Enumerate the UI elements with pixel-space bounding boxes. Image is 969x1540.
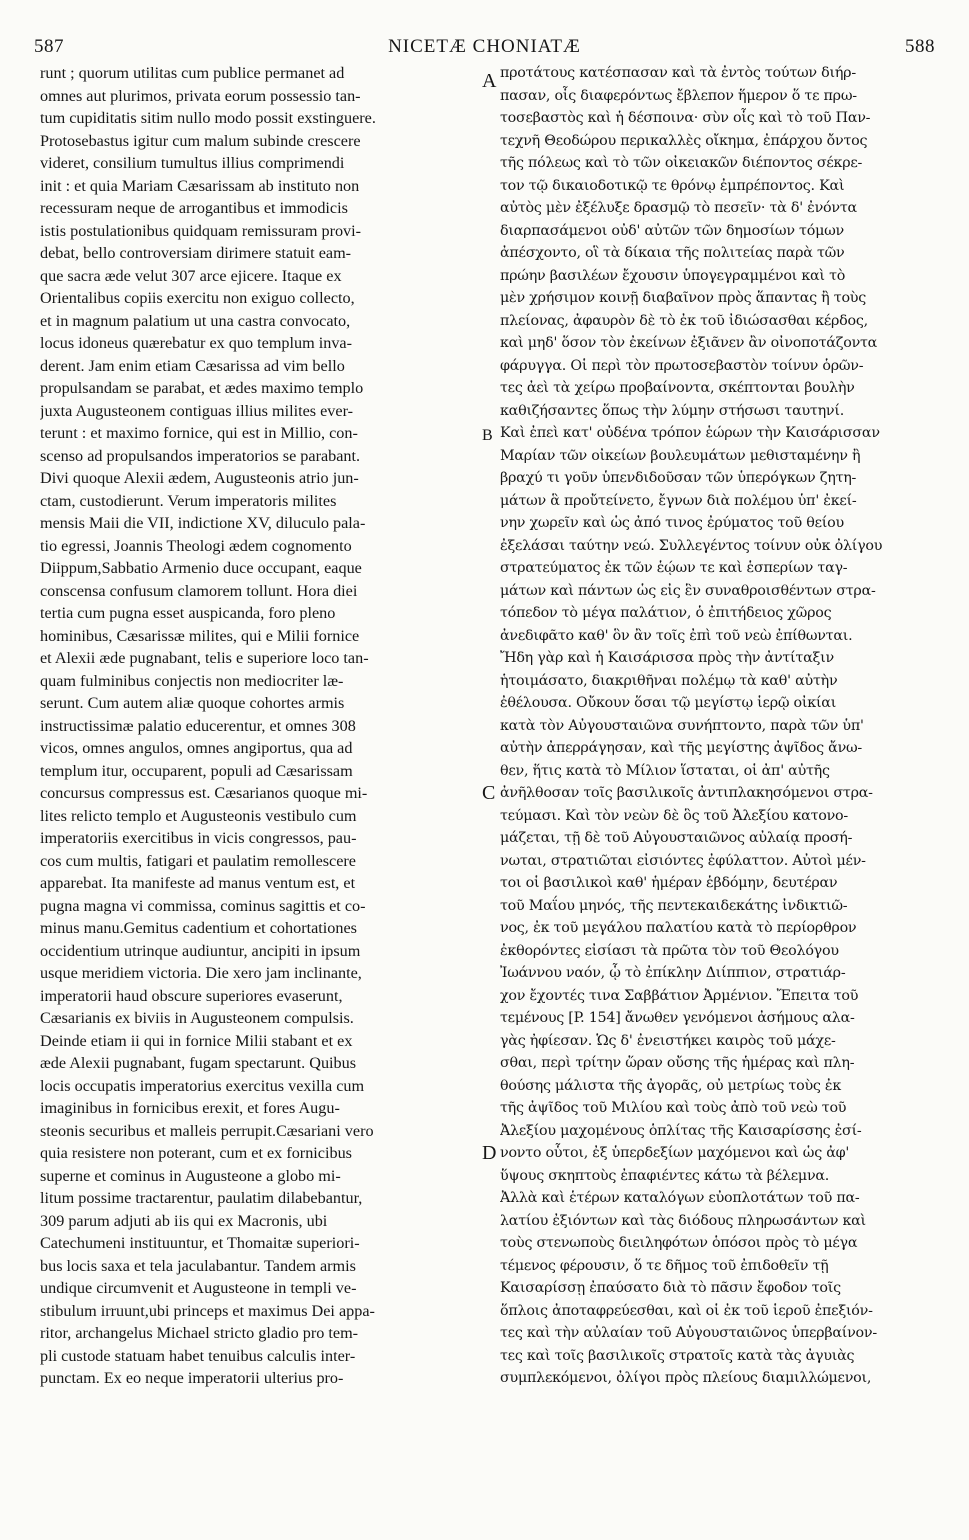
greek-text-line: ὅπλοις ἀποταφρεύεσθαι, καὶ οἱ ἐκ τοῦ ἱεροῦ ἐπεξιόν-	[500, 1302, 873, 1319]
latin-text-line: juxta Augusteonem contiguas illius milites ever-	[40, 401, 354, 420]
latin-text-line: concursus compressus est. Cæsarianos quoque mi-	[40, 784, 368, 802]
latin-text-line: ritor, archangelus Michael stricto gladio pro tem-	[40, 1324, 359, 1342]
greek-text-line: Ἀλλὰ καὶ ἑτέρων καταλόγων εὐοπλοτάτων τοῦ πα-	[500, 1190, 860, 1206]
greek-text-line: τες καὶ τὴν αὐλαίαν τοῦ Αὐγουσταιῶνος ὑπερβαίνον-	[500, 1325, 877, 1341]
latin-text-line: lites relicto templo et Augusteonis vestibulo cum	[40, 806, 357, 825]
greek-text-line: τες ἀεὶ τὰ χείρω προβαίνοντα, σκέπτονται βουλὴν	[500, 380, 855, 396]
latin-text-line: superne et cominus in Augusteone a globo mi-	[40, 1166, 341, 1185]
section-marker-c: C	[482, 782, 496, 804]
latin-text-line: undique circumvenit et Augusteone in templi ve-	[40, 1279, 357, 1297]
latin-text-line: Diippum,Sabbatio Armenio duce occupant, eaque	[40, 559, 362, 577]
latin-text-line: serunt. Cum autem aliæ quoque cohortes armis	[40, 694, 345, 712]
latin-text-line: terunt : et maximo fornice, qui est in Millio, con-	[40, 424, 358, 442]
latin-text-line: Protosebastus igitur cum malum subinde crescere	[40, 131, 361, 150]
latin-text-line: cos cum multis, fatigari et paulatim remollescere	[40, 851, 356, 870]
greek-text-line: αὐτὸς μὲν ἐξέλυξε δρασμῷ τὸ πεσεῖν· τὰ δ' ἐνόντα	[500, 200, 857, 216]
latin-text-line: Divi quoque Alexii ædem, Augusteonis atrio jun-	[40, 469, 359, 487]
latin-text-line: et in magnum palatium ut una castra convocato,	[40, 311, 351, 330]
greek-text-line: τοὺς στενωποὺς διειληφότων ὁπόσοι πρὸς τὸ μέγα	[500, 1235, 858, 1251]
latin-text-line: quam fulminibus conjectis non mediocriter læ-	[40, 671, 344, 690]
greek-text-line: πρώην βασιλέων ἔχουσιν ὑπογεγραμμένοι καὶ τὸ	[500, 267, 846, 284]
latin-text-line: Cæsarianis ex biviis in Augusteonem compulsis.	[40, 1009, 354, 1027]
greek-text-line: φάρυγγα. Οἱ περὶ τὸν πρωτοσεβαστὸν τοίνυν ὁρῶν-	[500, 357, 864, 374]
greek-text-line: τέμενος φέρουσιν, ὅ τε δῆμος τοῦ ἐπιδοθεῖν τῇ	[500, 1257, 829, 1274]
greek-text-line: τεμένους [P. 154] ἄνωθεν γενόμενοι ἀσήμους αλα-	[500, 1010, 855, 1026]
latin-text-line: 309 parum adjuti ab iis qui ex Macronis, ubi	[40, 1211, 328, 1230]
greek-text-line: συμπλεκόμενοι, ὀλίγοι πρὸς πλείους διαμιλλώμενοι,	[500, 1370, 872, 1386]
greek-text-line: βραχύ τι γοῦν ὑπενδιδοῦσαν τῶν ὑπερόγκων ζητη-	[500, 470, 857, 486]
greek-text-line: νος, ἐκ τοῦ μεγάλου παλατίου κατὰ τὸ περίορθρον	[500, 920, 857, 936]
latin-text-line: steonis securibus et malleis perrupit.Cæsariani vero	[40, 1121, 374, 1140]
greek-text-line: ἐκθορόντες εἰσίασι τὰ πρῶτα τὸν τοῦ Θεολόγου	[500, 942, 839, 959]
latin-text-line: conscensa confusum clamorem tollunt. Hora diei	[40, 581, 358, 600]
greek-text-line: καὶ μηδ' ὅσον τὸν ἐκείνων ἐξιᾶνεν ἂν οἰνοποτάζοντα	[500, 335, 878, 351]
latin-text-line: instructissimæ palatio educerentur, et omnes 308	[40, 716, 356, 735]
latin-text-line: punctam. Ex eo neque imperatorii ulterius pro-	[40, 1369, 344, 1387]
greek-text-line: τον τῷ δικαιοδοτικῷ τε θρόνῳ ἐμπρέποντος. Καὶ	[500, 177, 845, 194]
greek-text-line: θεν, ἥτις κατὰ τὸ Μίλιον ἵσταται, οἱ ἀπ' αὐτῆς	[500, 762, 830, 779]
greek-text-line: Ἤδη γὰρ καὶ ἡ Καισάρισσα πρὸς τὴν ἀντίταξιν	[500, 650, 834, 666]
greek-text-line: τῆς ἀψῖδος τοῦ Μιλίου καὶ τοὺς ἀπὸ τοῦ νεὼ τοῦ	[500, 1100, 847, 1116]
latin-text-line: videret, consilium tumultus illius comprimendi	[40, 154, 345, 172]
greek-text-line: τοσεβαστὸς καὶ ἡ δέσποινα· σὺν οἷς καὶ τὸ τοῦ Παν-	[500, 110, 871, 126]
latin-text-line: que sacra æde velut 307 arce ejicere. Itaque ex	[40, 266, 342, 285]
latin-text-line: tertia cum pugna esset auspicanda, foro pleno	[40, 604, 336, 622]
page-number-right: 588	[905, 36, 935, 57]
latin-text-line: apparebat. Ita manifeste ad manus ventum est, et	[40, 874, 356, 892]
latin-text-line: stibulum irruunt,ubi princeps et maximus Dei appa-	[40, 1301, 375, 1320]
greek-text-line: Καὶ ἐπεὶ κατ' οὐδένα τρόπον ἑώρων τὴν Καισάρισσαν	[500, 425, 880, 441]
latin-text-line: vicos, omnes angulos, omnes angiportus, qua ad	[40, 739, 353, 757]
latin-text-line: quia resistere non poterant, cum et ex fornicibus	[40, 1144, 352, 1162]
latin-text-line: imperatorii haud obscure superiores evaserunt,	[40, 986, 343, 1005]
latin-text-line: derent. Jam enim etiam Cæsarissa ad vim bello	[40, 356, 345, 375]
latin-text-line: debat, bello controversiam dirimere statuit eam-	[40, 244, 352, 262]
latin-text-line: init : et quia Mariam Cæsarissam ab instituto non	[40, 176, 360, 195]
page-number-left: 587	[34, 36, 64, 57]
latin-text-line: tio egressi, Joannis Theologi ædem cognomento	[40, 536, 352, 555]
latin-text-line: æde Alexii pugnabant, fugam spectarunt. Quibus	[40, 1054, 357, 1072]
greek-text-line: γὰς ἠφίεσαν. Ὡς δ' ἐνειστήκει καιρὸς τοῦ μάχε-	[500, 1032, 836, 1049]
greek-text-line: μάτων καὶ πάντων ὡς εἰς ἓν συναθροισθέντων στρα-	[500, 582, 876, 599]
greek-text-line: πασαν, οἷς διαφερόντως ἔβλεπον ἥμερον ὅ τε πρω-	[500, 87, 857, 104]
greek-text-line: Μαρίαν τῶν οἰκείων βουλευμάτων μεθισταμένην ἢ	[500, 447, 861, 464]
greek-text-line: προτάτους κατέσπασαν καὶ τὰ ἐντὸς τούτων διήρ-	[500, 65, 856, 81]
greek-text-line: πλείονας, ἀφαυρὸν δὲ τὸ ἐκ τοῦ ἰδιώσασθαι κέρδος,	[500, 312, 868, 329]
section-marker-a: A	[482, 70, 497, 92]
latin-text-line: recessuram neque de arrogantibus et immodicis	[40, 199, 348, 217]
greek-text-line: ἡτοιμάσατο, διακριθῆναι πολέμῳ τὰ καθ' αὐτὴν	[500, 672, 838, 689]
page-header	[34, 30, 935, 60]
section-marker-b: B	[482, 427, 493, 444]
latin-text-line: ctam, custodierunt. Verum imperatoris milites	[40, 491, 337, 510]
latin-text-line: Orientalibus copiis exercitu non exiguo collecto,	[40, 289, 355, 307]
latin-text-line: imaginibus in fornicibus erexit, et fores Augu-	[40, 1099, 340, 1117]
greek-text-line: ἀνῆλθοσαν τοῖς βασιλικοῖς ἀντιπλακησόμενοι στρα-	[500, 785, 873, 801]
latin-text-line: Catechumeni instituuntur, et Thomaitæ superiori-	[40, 1234, 360, 1252]
latin-text-line: pli custode statuam habet tenuibus calculis inter-	[40, 1346, 356, 1365]
greek-text-line: ἐθέλουσα. Οὔκουν ὅσαι τῷ μεγίστῳ ἱερῷ οἰκίαι	[500, 695, 837, 711]
latin-text-line: et Alexii æde pugnabant, telis e superiore loco tan-	[40, 649, 369, 667]
greek-text-line: τες καὶ τοῖς βασιλικοῖς στρατοῖς κατὰ τὰς ἀγυιὰς	[500, 1347, 855, 1364]
latin-text-line: runt ; quorum utilitas cum publice permanet ad	[40, 64, 345, 82]
greek-text-line: σθαι, περὶ τρίτην ὥραν οὔσης τῆς ἡμέρας καὶ πλη-	[500, 1055, 855, 1071]
greek-text-line: μάτων ἃ προὔτείνετο, ἔγνων διὰ πολέμου ὑπ' ἐκεί-	[500, 492, 857, 509]
greek-text-line: καθιζήσαντες ὅπως τὴν λύμην στήσωσι ταυτηνί.	[500, 402, 844, 419]
greek-text-line: τῆς πόλεως καὶ τὸ τῶν οἰκειακῶν διέποντος σέκρε-	[500, 155, 863, 171]
latin-text-line: usque meridiem victoria. Die xero jam inclinante,	[40, 964, 362, 982]
greek-text-line: στρατεύματος ἐκ τῶν ἑῴων τε καὶ ἑσπερίων ταγ-	[500, 560, 848, 576]
latin-text-line: occidentium utrinque audiuntur, ancipiti in ipsum	[40, 941, 361, 960]
greek-text-line: τοῦ Μαΐου μηνός, τῆς πεντεκαιδεκάτης ἰνδικτιῶ-	[500, 897, 848, 914]
greek-text-line: τεύμασι. Καὶ τὸν νεὼν δὲ ὃς τοῦ Ἀλεξίου κατονο-	[500, 807, 848, 824]
greek-text-line: ἀνεδιφᾶτο καθ' ὃν ἂν τοῖς ἐπὶ τοῦ νεὼ ἐπίθωνται.	[500, 627, 853, 644]
greek-text-line: τεχνῆ Θεοδώρου περικαλλὲς οἴκημα, ἐπάρχου ὄντος	[500, 132, 868, 149]
latin-text-line: templum itur, occuparent, populi ad Cæsarissam	[40, 761, 353, 780]
latin-text-line: scenso ad propulsandos imperatorios se parabant.	[40, 446, 361, 465]
greek-text-line: λατίου ἐξιόντων καὶ τὰς διόδους πληρωσάντων καὶ	[500, 1212, 866, 1229]
latin-text-line: imperatoriis exercitibus in vicis congressos, pau-	[40, 829, 357, 847]
greek-text-line: διαρπασάμενοι οὐδ' αὐτῶν τῶν δημοσίων τόμων	[500, 222, 844, 239]
latin-text-line: tum cupiditatis sitim nullo modo possit exstinguere.	[40, 109, 376, 127]
latin-column	[40, 62, 480, 1390]
greek-column	[500, 62, 930, 1390]
greek-text-line: ὕψους σκηπτοὺς ἐπαφιέντες κάτω τὰ βέλεμνα.	[500, 1167, 830, 1184]
latin-text-line: locus idoneus quærebatur ex quo templum inva-	[40, 334, 352, 352]
latin-text-line: locis occupatis imperatorius exercitus vexilla cum	[40, 1076, 365, 1095]
latin-text-line: Deinde etiam ii qui in fornice Milii stabant et ex	[40, 1031, 353, 1050]
latin-text-line: hominibus, Cæsarissæ milites, qui e Milii fornice	[40, 626, 360, 645]
greek-text-line: Καισαρίσσῃ ἐπαύσατο διὰ τὸ πᾶσιν ἔφοδον τοῖς	[500, 1280, 841, 1296]
latin-text-line: minus manu.Gemitus cadentium et cohortationes	[40, 919, 357, 937]
greek-text-line: χον ἔχοντές τινα Σαββάτιον Ἀρμένιον. Ἔπειτα τοῦ	[500, 987, 859, 1004]
greek-text-line: τοι οἱ βασιλικοὶ καθ' ἡμέραν ἑβδόμην, δευτέραν	[500, 875, 838, 891]
greek-text-line: μὲν χρήσιμον κοινῇ διαβαῖνον πρὸς ἅπαντας ἢ τοὺς	[500, 290, 867, 306]
latin-text-line: pugna magna vi commissa, cominus sagittis et co-	[40, 896, 366, 915]
latin-text-line: omnes aut plurimos, privata eorum possessio tan-	[40, 86, 361, 105]
greek-text-line: θούσης μάλιστα τῆς ἀγορᾶς, οὐ μετρίως τοὺς ἐκ	[500, 1077, 842, 1094]
greek-text-line: κατὰ τὸν Αὐγουσταιῶνα συνήπτοντο, παρὰ τῶν ὑπ'	[500, 717, 864, 734]
greek-text-line: νωται, στρατιῶται εἰσιόντες ἐφύλαττον. Αὐτοὶ μέν-	[500, 852, 866, 869]
greek-text-line: αὐτὴν ἀπερράγησαν, καὶ τῆς μεγίστης ἀψῖδος ἄνω-	[500, 740, 863, 756]
section-marker-d: D	[482, 1142, 497, 1164]
greek-text-line: ἐξελάσαι ταύτην νεώ. Συλλεγέντος τοίνυν οὐκ ὀλίγου	[500, 537, 883, 554]
running-title: NICETÆ CHONIATÆ	[388, 36, 581, 57]
latin-text-line: bus locis saxa et tela jaculabantur. Tandem armis	[40, 1256, 356, 1275]
greek-text-line: Ἰωάννου ναόν, ᾧ τὸ ἐπίκλην Διίππιον, στρατιάρ-	[500, 965, 846, 981]
greek-text-line: τόπεδον τὸ μέγα παλάτιον, ὁ ἐπιτήδειος χῶρος	[500, 605, 832, 621]
latin-text-line: propulsandam se parabat, et ædes maximo templo	[40, 379, 364, 397]
latin-text-line: mensis Maii die VII, indictione XV, diluculo pala-	[40, 514, 366, 532]
greek-text-line: ἀπέσχοντο, οἳ τὰ δίκαια τῆς πολιτείας παρὰ τῶν	[500, 245, 845, 261]
greek-text-line: νοντο οὗτοι, ἐξ ὑπερδεξίων μαχόμενοι καὶ ὡς ἀφ'	[500, 1145, 850, 1161]
greek-text-line: νην χωρεῖν καὶ ὡς ἀπό τινος ἐρύματος τοῦ θείου	[500, 515, 844, 531]
greek-text-line: Ἀλεξίου μαχομένους ὁπλίτας τῆς Καισαρίσσης ἐσί-	[500, 1122, 862, 1139]
latin-text-line: litum possime tractarentur, paulatim dilabebantur,	[40, 1189, 363, 1207]
greek-text-line: μάζεται, τῇ δὲ τοῦ Αὐγουσταιῶνος αὐλαίᾳ προσή-	[500, 830, 853, 846]
latin-text-line: istis postulationibus quidquam remissuram provi-	[40, 221, 362, 240]
